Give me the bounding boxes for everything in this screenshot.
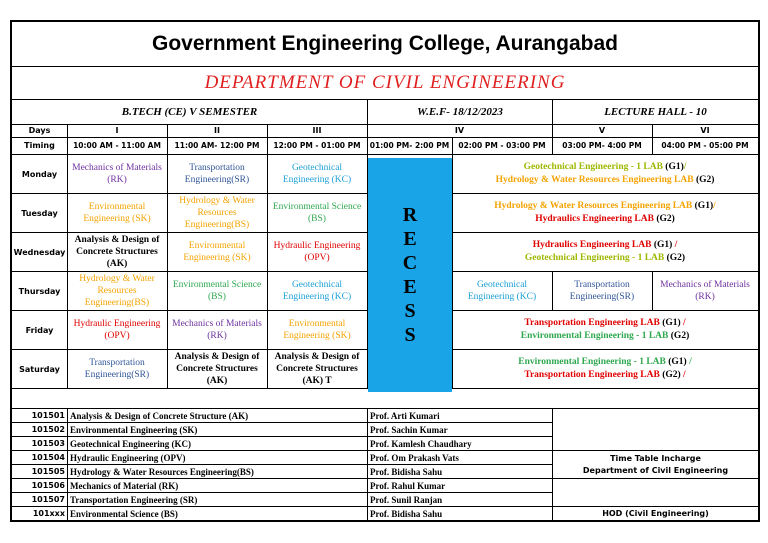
grid-line <box>167 124 168 137</box>
group-tag: (G1) <box>694 201 714 211</box>
class-cell: Geotechnical Engineering (KC) <box>467 280 537 302</box>
class-cell: Geotechnical Engineering (KC) <box>282 280 352 302</box>
lab-separator: / <box>683 162 687 172</box>
grid-line <box>167 349 168 388</box>
course-code: 101503 <box>31 439 65 448</box>
grid-line <box>167 193 168 232</box>
lab-cell <box>452 194 758 232</box>
group-tag: (G1) <box>662 318 681 328</box>
group-tag: (G2) <box>656 214 675 224</box>
course-code: 101501 <box>31 411 65 420</box>
grid-line <box>367 408 368 521</box>
course-code: 101xxx <box>32 509 65 518</box>
timing-cell: 01:00 PM- 2:00 PM <box>369 141 450 150</box>
days-label: Days <box>28 126 51 135</box>
recess-letter: R <box>402 204 418 226</box>
grid-line <box>267 193 268 232</box>
grid-line <box>167 310 168 349</box>
lecture-hall-heading: LECTURE HALL - 10 <box>604 106 707 118</box>
recess-letter: E <box>403 228 417 250</box>
department-title: DEPARTMENT OF CIVIL ENGINEERING <box>204 72 566 93</box>
course-professor: Prof. Rahul Kumar <box>370 480 446 491</box>
day-label: Tuesday <box>21 208 58 218</box>
course-professor: Prof. Sunil Ranjan <box>370 494 443 505</box>
class-cell: Mechanics of Materials (RK) <box>172 319 262 341</box>
timing-cell: 02:00 PM - 03:00 PM <box>458 141 546 150</box>
grid-line <box>167 137 168 154</box>
period-label: VI <box>700 126 710 135</box>
day-label: Saturday <box>19 364 60 374</box>
lab-cell <box>452 350 758 388</box>
grid-line <box>67 154 68 193</box>
course-code: 101502 <box>31 425 65 434</box>
course-professor: Prof. Bidisha Sahu <box>370 508 443 519</box>
grid-line <box>552 137 553 154</box>
course-code: 101505 <box>31 467 65 476</box>
course-name: Hydrology & Water Resources Engineering(BS) <box>70 466 254 477</box>
lab-line <box>521 330 689 343</box>
lab-separator: / <box>672 240 678 250</box>
period-label: III <box>312 126 322 135</box>
grid-line <box>652 124 653 137</box>
course-name: Environmental Engineering (SK) <box>70 424 198 435</box>
grid-line <box>67 232 68 271</box>
hod-signature: HOD (Civil Engineering) <box>602 508 709 518</box>
group-tag: (G1) <box>665 162 684 172</box>
class-cell: Hydraulic Engineering (OPV) <box>73 319 161 341</box>
day-label: Thursday <box>18 286 61 296</box>
lab-line <box>535 213 675 226</box>
class-cell: Mechanics of Materials (RK) <box>660 280 750 302</box>
period-label: V <box>598 126 606 135</box>
lab-cell <box>452 155 758 193</box>
course-name: Transportation Engineering (SR) <box>70 494 198 505</box>
grid-line <box>452 137 453 154</box>
course-professor: Prof. Bidisha Sahu <box>370 466 443 477</box>
timetable-sheet <box>10 20 760 522</box>
lab-name: Transportation Engineering LAB <box>524 318 663 328</box>
course-name: Geotechnical Engineering (KC) <box>70 438 191 449</box>
grid-line <box>67 124 68 137</box>
lab-line <box>524 161 687 174</box>
class-cell: Environmental Science (BS) <box>272 202 362 224</box>
group-tag: (G2) <box>695 175 715 185</box>
grid-line <box>552 124 553 137</box>
grid-line <box>167 271 168 310</box>
grid-line <box>652 271 653 310</box>
lab-line <box>518 356 691 369</box>
timing-cell: 10:00 AM - 11:00 AM <box>73 141 161 150</box>
lab-line <box>496 174 715 187</box>
group-tag: (G2) <box>670 331 690 341</box>
lab-name: Geotechnical Engineering - 1 LAB <box>524 253 667 263</box>
class-cell: Mechanics of Materials (RK) <box>72 163 162 185</box>
lab-line <box>525 252 685 265</box>
grid-line <box>67 310 68 349</box>
class-cell: Analysis & Design of Concrete Structures (AK) T <box>274 352 360 386</box>
grid-line <box>452 349 453 388</box>
lab-cell <box>452 311 758 349</box>
course-professor: Prof. Arti Kumari <box>370 410 440 421</box>
class-cell: Environmental Engineering (SK) <box>283 319 351 341</box>
lab-line <box>524 317 685 330</box>
class-cell: Hydraulic Engineering (OPV) <box>273 241 361 263</box>
lab-name: Environmental Engineering - 1 LAB <box>518 357 669 367</box>
course-name: Environmental Science (BS) <box>70 508 178 519</box>
course-name: Analysis & Design of Concrete Structure (AK) <box>70 410 249 421</box>
grid-line <box>267 349 268 388</box>
recess-letter: S <box>404 324 416 346</box>
grid-line <box>452 310 453 349</box>
class-cell: Environmental Engineering (SK) <box>83 202 151 224</box>
grid-line <box>267 124 268 137</box>
class-cell: Transportation Engineering(SR) <box>184 163 250 185</box>
grid-line <box>67 271 68 310</box>
lab-separator: / <box>680 318 686 328</box>
recess-letter: E <box>403 276 417 298</box>
grid-line <box>67 349 68 388</box>
grid-line <box>452 232 453 271</box>
grid-line <box>67 193 68 232</box>
course-professor: Prof. Om Prakash Vats <box>370 452 459 463</box>
lab-line <box>524 369 685 382</box>
lab-line <box>533 239 678 252</box>
day-label: Friday <box>25 325 54 335</box>
grid-line <box>12 520 552 521</box>
college-title: Government Engineering College, Aurangabad <box>152 32 618 55</box>
class-cell: Transportation Engineering(SR) <box>569 280 635 302</box>
class-cell: Hydrology & Water Resources Engineering(BS) <box>79 274 155 308</box>
class-cell: Analysis & Design of Concrete Structures (AK) <box>74 235 160 269</box>
lab-name: Hydrology & Water Resources Engineering LAB <box>494 201 695 211</box>
grid-line <box>267 232 268 271</box>
lab-name: Environmental Engineering - 1 LAB <box>520 331 671 341</box>
class-cell: Hydrology & Water Resources Engineering(BS) <box>179 196 255 230</box>
wef-heading: W.E.F- 18/12/2023 <box>417 106 503 118</box>
course-name: Hydraulic Engineering (OPV) <box>70 452 186 463</box>
incharge-title: Time Table Incharge <box>610 453 701 463</box>
lab-separator: / <box>686 357 692 367</box>
class-cell: Environmental Engineering (SK) <box>183 241 251 263</box>
course-code: 101506 <box>31 481 65 490</box>
group-tag: (G1) <box>668 357 687 367</box>
lab-separator: / <box>680 370 686 380</box>
group-tag: (G1) <box>653 240 673 250</box>
timing-cell: 03:00 PM- 4:00 PM <box>562 141 642 150</box>
grid-line <box>452 193 453 232</box>
course-list <box>12 408 758 522</box>
course-code: 101504 <box>31 453 65 462</box>
class-cell: Environmental Science (BS) <box>172 280 262 302</box>
lab-name: Transportation Engineering LAB <box>524 370 663 380</box>
timing-cell: 12:00 PM - 01:00 PM <box>273 141 361 150</box>
course-professor: Prof. Sachin Kumar <box>370 424 448 435</box>
grid-line <box>167 154 168 193</box>
period-label: I <box>115 126 119 135</box>
period-label: II <box>214 126 220 135</box>
grid-line <box>267 310 268 349</box>
lab-name: Hydraulics Engineering LAB <box>535 214 657 224</box>
recess-block <box>368 158 452 392</box>
class-cell: Analysis & Design of Concrete Structures (AK) <box>174 352 260 386</box>
grid-line <box>267 154 268 193</box>
lab-name: Hydraulics Engineering LAB <box>532 240 654 250</box>
class-cell: Geotechnical Engineering (KC) <box>282 163 352 185</box>
group-tag: (G2) <box>666 253 686 263</box>
semester-heading: B.TECH (CE) V SEMESTER <box>121 106 258 118</box>
grid-line <box>67 408 68 521</box>
timing-label: Timing <box>24 141 55 150</box>
timing-cell: 11:00 AM- 12:00 PM <box>174 141 260 150</box>
grid-line <box>67 137 68 154</box>
grid-line <box>367 137 368 154</box>
course-code: 101507 <box>31 495 65 504</box>
incharge-department: Department of Civil Engineering <box>582 465 729 475</box>
day-label: Monday <box>21 169 58 179</box>
grid-line <box>652 137 653 154</box>
lab-separator: / <box>713 201 716 211</box>
group-tag: (G2) <box>662 370 681 380</box>
grid-line <box>552 271 553 310</box>
grid-line <box>452 154 453 193</box>
course-name: Mechanics of Material (RK) <box>70 480 179 491</box>
recess-letter: C <box>402 252 418 274</box>
recess-letter: S <box>404 300 416 322</box>
lab-name: Hydrology & Water Resources Engineering LAB <box>495 175 696 185</box>
grid-line <box>267 271 268 310</box>
grid-line <box>267 137 268 154</box>
course-professor: Prof. Kamlesh Chaudhary <box>370 438 472 449</box>
lab-cell <box>452 233 758 271</box>
day-label: Wednesday <box>13 247 66 257</box>
lab-line <box>494 200 716 213</box>
timetable-incharge <box>553 451 758 478</box>
grid-line <box>367 124 368 137</box>
period-label: IV <box>454 126 465 135</box>
lab-name: Geotechnical Engineering - 1 LAB <box>523 162 666 172</box>
grid-line <box>552 478 758 479</box>
grid-line <box>167 232 168 271</box>
class-cell: Transportation Engineering(SR) <box>84 358 150 380</box>
timing-cell: 04:00 PM - 05:00 PM <box>661 141 749 150</box>
grid-line <box>452 271 453 310</box>
